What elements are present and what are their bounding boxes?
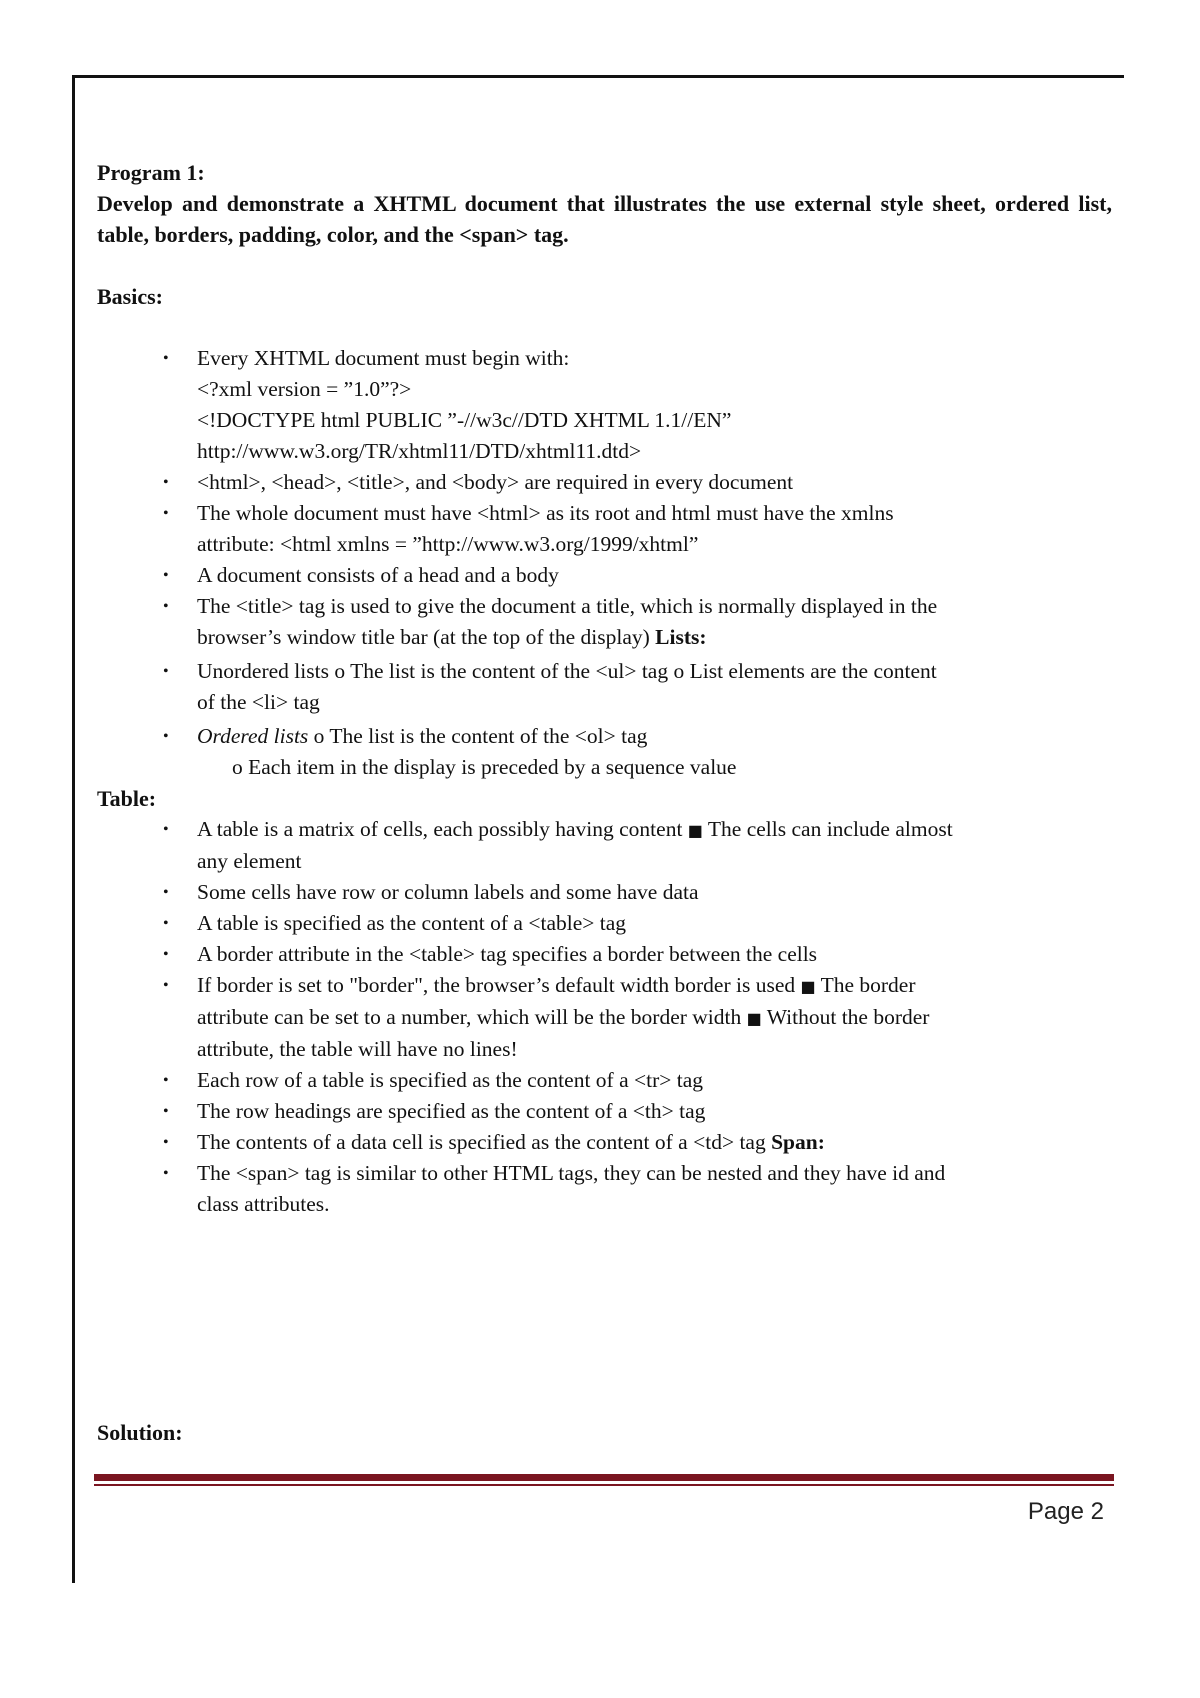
list-item: • A table is specified as the content of a <table> tag (97, 908, 1112, 939)
list-item: • The whole document must have <html> as its root and html must have the xmlns attribute: <html xmlns = ”http://www.w3.org/1999/xhtml” (97, 498, 1112, 560)
bullet-icon: • (163, 350, 169, 367)
table-list (97, 814, 1112, 1220)
program-description: Develop and demonstrate a XHTML document that illustrates the use external style sheet, ordered list, table, borders, padding, color, and the <span> tag. (97, 191, 1112, 247)
list-item: • <html>, <head>, <title>, and <body> are required in every document (97, 467, 1112, 498)
page-border-left (72, 75, 75, 1583)
bullet-icon: • (163, 1072, 169, 1089)
bullet-icon: • (163, 505, 169, 522)
basics-list (97, 343, 1112, 783)
page-number: Page 2 (1027, 1498, 1104, 1525)
bullet-icon: • (163, 977, 169, 994)
bullet-icon: • (163, 663, 169, 680)
bullet-icon: • (163, 884, 169, 901)
page-border-top (72, 75, 1124, 78)
list-item: • If border is set to "border", the browser’s default width border is used ■ The border attribute can be set to a number, which will be the border width ■ Without the border attribute, the table will have no lines! (97, 970, 1112, 1065)
square-mark-icon: ■ (687, 821, 703, 840)
bullet-icon: • (163, 474, 169, 491)
list-item: • The <title> tag is used to give the document a title, which is normally displayed in the browser’s window title bar (at the top of the display) Lists: (97, 591, 1112, 653)
bullet-icon: • (163, 946, 169, 963)
list-item: • A border attribute in the <table> tag specifies a border between the cells (97, 939, 1112, 970)
list-item: • Ordered lists o The list is the content of the <ol> tag o Each item in the display is preceded by a sequence value (97, 721, 1112, 783)
ordered-lists-label: Ordered lists (197, 724, 309, 748)
list-item: • Every XHTML document must begin with: <?xml version = ”1.0”?> <!DOCTYPE html PUBLIC ”-//w3c//DTD XHTML 1.1//EN” http://www.w3.org/TR/xhtml11/DTD/xhtml11.dtd> (97, 343, 1112, 467)
bullet-icon: • (163, 915, 169, 932)
program-title: Program 1: (97, 160, 205, 185)
basics-heading: Basics: (97, 284, 163, 309)
square-mark-icon: ■ (800, 977, 816, 996)
footer-rule-thin (94, 1484, 1114, 1486)
span-heading: Span: (771, 1130, 825, 1154)
footer-rule-thick (94, 1474, 1114, 1481)
table-heading: Table: (97, 786, 157, 811)
document-body (97, 158, 1112, 1220)
bullet-icon: • (163, 821, 169, 838)
bullet-icon: • (163, 567, 169, 584)
list-item: • Some cells have row or column labels and some have data (97, 877, 1112, 908)
lists-heading: Lists: (655, 625, 707, 649)
list-item: • Each row of a table is specified as the content of a <tr> tag (97, 1065, 1112, 1096)
list-item: • A document consists of a head and a body (97, 560, 1112, 591)
solution-label: Solution: (97, 1420, 183, 1445)
bullet-icon: • (163, 1134, 169, 1151)
list-item: • Unordered lists o The list is the content of the <ul> tag o List elements are the content of the <li> tag (97, 656, 1112, 718)
sub-item: o Each item in the display is preceded by a sequence value (232, 755, 737, 779)
list-item: • The contents of a data cell is specified as the content of a <td> tag Span: (97, 1127, 1112, 1158)
square-mark-icon: ■ (746, 1009, 762, 1028)
list-item: • The <span> tag is similar to other HTML tags, they can be nested and they have id and class attributes. (97, 1158, 1112, 1220)
bullet-icon: • (163, 728, 169, 745)
bullet-icon: • (163, 1165, 169, 1182)
list-item: • The row headings are specified as the content of a <th> tag (97, 1096, 1112, 1127)
list-item: • A table is a matrix of cells, each possibly having content ■ The cells can include almost any element (97, 814, 1112, 877)
bullet-icon: • (163, 598, 169, 615)
bullet-icon: • (163, 1103, 169, 1120)
